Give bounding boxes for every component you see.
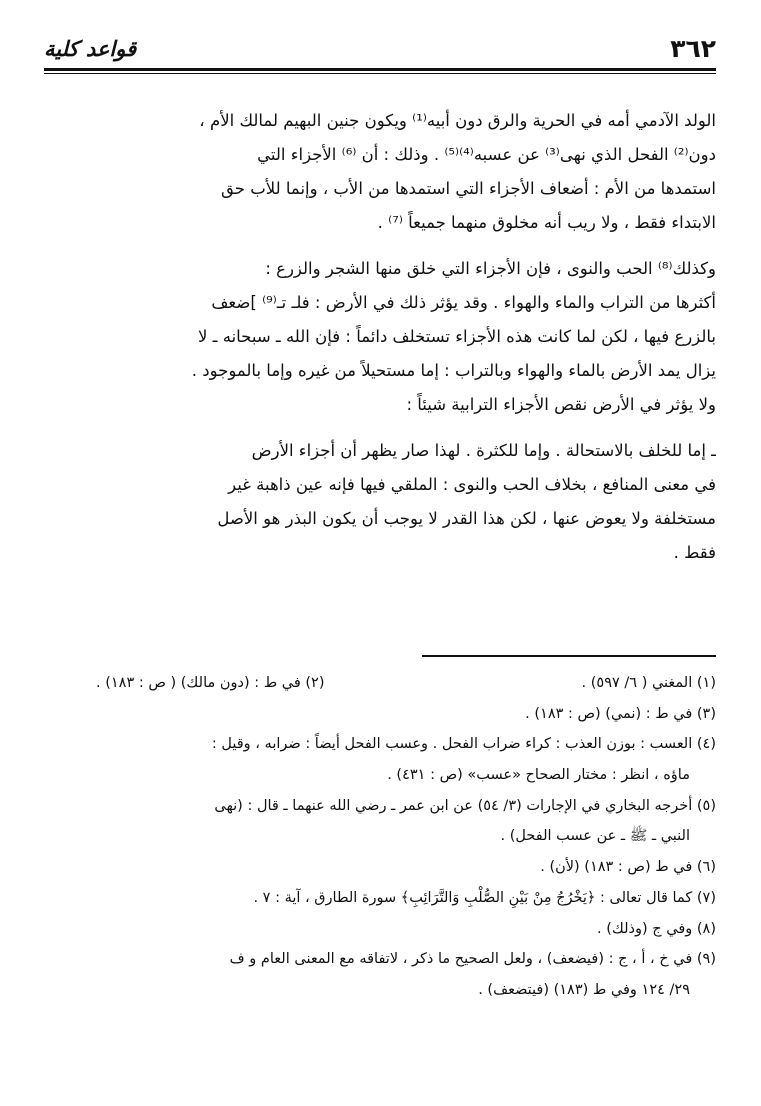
main-text	[62, 104, 716, 582]
text-line: ـ إما للخلف بالاستحالة . وإما للكثرة . لهذا صار يظهر أن أجزاء الأرض	[251, 441, 716, 460]
footnote-row-1-2	[96, 668, 716, 699]
footnote-7: (٧) كما قال تعالى : ﴿يَخْرُجُ مِنْ بَيْنِ الصُّلْبِ وَالتَّرَائِبِ﴾ سورة الطارق ، آية : ٧ .	[253, 889, 716, 906]
footnote-separator	[422, 655, 716, 657]
text-line: يزال يمد الأرض بالماء والهواء وبالتراب : إما مستحيلاً من غيره وإما بالموجود .	[191, 361, 716, 380]
footnote-2: (٢) في ط : (دون مالك) ( ص : ١٨٣) .	[96, 675, 325, 691]
text-line: دون⁽²⁾ الفحل الذي نهى⁽³⁾ عن عسبه⁽⁴⁾⁽⁵⁾ . وذلك : أن ⁽⁶⁾ الأجزاء التي	[257, 145, 716, 164]
paragraph-2	[62, 252, 716, 422]
page-header	[44, 30, 716, 64]
text-line: أكثرها من التراب والماء والهواء . وقد يؤثر ذلك في الأرض : فلـ تـ⁽⁹⁾ ]ضعف	[211, 293, 716, 312]
footnote-5-cont: النبي ـ ﷺ ـ عن عسب الفحل) .	[500, 828, 690, 845]
text-line: ولا يؤثر في الأرض نقص الأجزاء الترابية شيئاً :	[406, 395, 716, 414]
paragraph-1	[62, 104, 716, 240]
text-line: استمدها من الأم : أضعاف الأجزاء التي استمدها من الأب ، وإنما للأب حق	[221, 179, 716, 198]
footnote-9-cont: ٢٩/ ١٢٤ وفي ط (١٨٣) (فيتضعف) .	[478, 981, 690, 998]
page-number: ٣٦٢	[670, 34, 716, 63]
footnote-8: (٨) وفي ج (وذلك) .	[597, 920, 716, 937]
footnote-4-cont: ماؤه ، انظر : مختار الصحاح «عسب» (ص : ٤٣١) .	[387, 767, 690, 784]
text-line: الابتداء فقط ، ولا ريب أنه مخلوق منهما جميعاً ⁽⁷⁾ .	[377, 213, 716, 232]
footnote-3: (٣) في ط : (نمي) (ص : ١٨٣) .	[525, 705, 716, 722]
footnote-9: (٩) في خ ، أ ، ج : (فيضعف) ، ولعل الصحيح ما ذكر ، لاتفاقه مع المعنى العام و ف	[229, 951, 716, 968]
text-line: الولد الآدمي أمه في الحرية والرق دون أبيه⁽¹⁾ ويكون جنين البهيم لمالك الأم ،	[199, 111, 716, 130]
text-line: مستخلفة ولا يعوض عنها ، لكن هذا القدر لا يوجب أن يكون البذر هو الأصل	[217, 509, 716, 528]
text-line: فقط .	[673, 543, 716, 562]
header-rule	[44, 68, 716, 74]
running-title: قواعد كلية	[44, 37, 137, 61]
footnote-1: (١) المغني ( ٦/ ٥٩٧) .	[581, 675, 716, 691]
text-line: في معنى المنافع ، بخلاف الحب والنوى : الملقي فيها فإنه عين ذاهبة غير	[228, 475, 716, 494]
footnote-4: (٤) العسب : بوزن العذب : كراء ضراب الفحل . وعسب الفحل أيضاً : ضرابه ، وقيل :	[211, 736, 716, 753]
footnotes	[62, 668, 716, 1006]
text-line: وكذلك⁽⁸⁾ الحب والنوى ، فإن الأجزاء التي خلق منها الشجر والزرع :	[265, 259, 716, 278]
text-line: بالزرع فيها ، لكن لما كانت هذه الأجزاء تستخلف دائماً : فإن الله ـ سبحانه ـ لا	[197, 327, 716, 346]
paragraph-3	[62, 434, 716, 570]
footnote-6: (٦) في ط (ص : ١٨٣) (لأن) .	[540, 859, 716, 876]
footnote-5: (٥) أخرجه البخاري في الإجارات (٣/ ٥٤) عن ابن عمر ـ رضي الله عنهما ـ قال : (نهى	[214, 797, 716, 814]
